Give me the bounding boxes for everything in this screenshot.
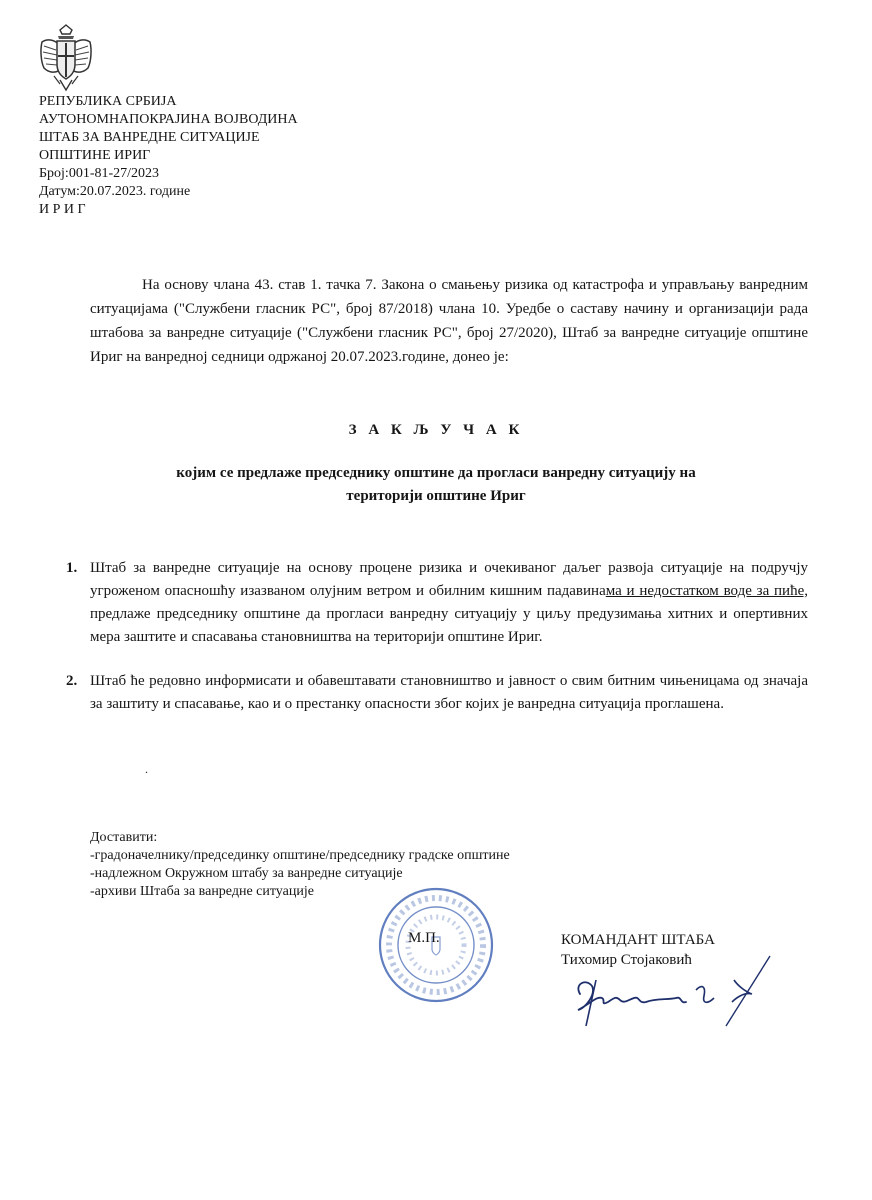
item-text: Штаб ће редовно информисати и обавештавати становништво и јавност о свим битним чињеницама од значаја за заштиту и спасавање, као и о престанку опасности због којих је ванредна ситуација проглашена. [90,673,808,712]
header-municipality: ОПШТИНЕ ИРИГ [39,148,151,163]
item-number: 1. [66,560,78,576]
commander-name: Тихомир Стојаковић [561,952,692,968]
delivery-heading: Доставити: [90,830,158,845]
delivery-recipient: -архиви Штаба за ванредне ситуације [90,884,314,899]
delivery-recipient: -градоначелнику/председинку општине/председнику градске општине [90,848,510,863]
item-text-part: предлаже председнику општине да прогласи ванредну ситуацију у циљу предузимања хитних и опертивних мера заштите и спасавања становништва на територији општине Ириг. [90,606,808,645]
list-item [66,670,808,716]
header-city: И Р И Г [39,202,86,217]
header-province: АУТОНОМНАПОКРАЈИНА ВОЈВОДИНА [39,112,298,127]
header-country: РЕПУБЛИКА СРБИЈА [39,94,177,109]
subtitle-line-1: којим се предлаже председнику општине да прогласи ванредну ситуацију на [176,465,696,481]
item-text-underlined: ма и недостатком воде за пиће, [605,583,808,599]
header-date: Датум:20.07.2023. године [39,184,191,199]
item-number: 2. [66,673,78,689]
document-title: З А К Љ У Ч А К [348,422,524,438]
item-text-part: Штаб за ванредне ситуације на основу процене ризика и очекиваног даљег развоја ситуације на подручју угроженом опасношћу изазваном олујним ветром и обилним кишним падавина [90,560,808,599]
handwritten-signature-icon [556,950,776,1030]
header-office: ШТАБ ЗА ВАНРЕДНЕ СИТУАЦИЈЕ [39,130,260,145]
list-item [66,557,808,649]
stray-dot: . [145,762,148,776]
serbian-coat-of-arms-icon [38,24,94,92]
stamp-place-label: М.П. [408,930,440,946]
commander-title: КОМАНДАНТ ШТАБА [561,932,715,948]
conclusion-items [66,557,808,737]
subtitle-line-2: територији општине Ириг [346,488,526,504]
document-subtitle [70,462,802,508]
header-number: Број:001-81-27/2023 [39,166,160,181]
item-text [90,560,808,645]
document-header [39,93,298,219]
intro-paragraph: На основу члана 43. став 1. тачка 7. Закона о смањењу ризика од катастрофа и управљању ванредним ситуацијама ("Службени гласник РС", број 87/2018) члана 10. Уредбе о саставу начину и организацији рада штабова за ванредне ситуације ("Службени гласник РС", број 27/2020), Штаб за ванредне ситуације општине Ириг на ванредној седници одржаној 20.07.2023.године, донео је: [90,277,808,365]
delivery-recipient: -надлежном Окружном штабу за ванредне ситуације [90,866,403,881]
